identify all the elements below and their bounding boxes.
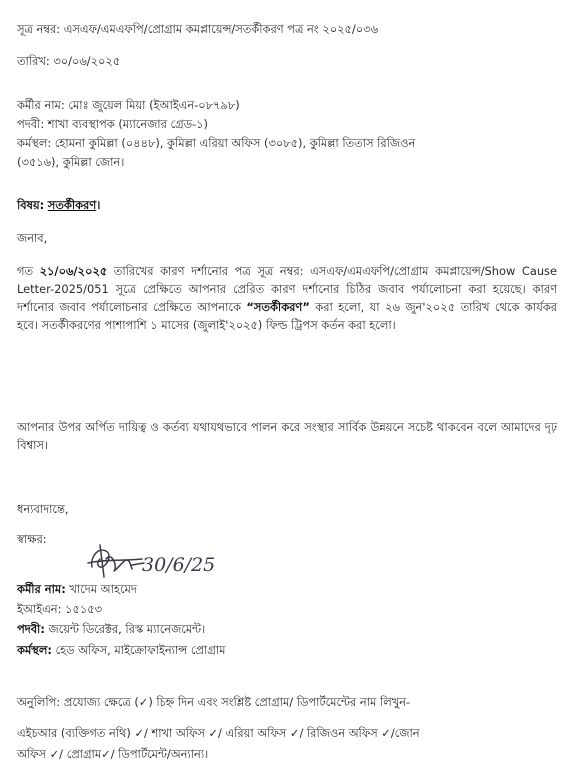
closing-thanks: ধন্যবাদান্তে,	[17, 502, 69, 516]
salutation: জনাব,	[17, 231, 48, 245]
subject-end: ।	[96, 198, 101, 212]
signature-label: স্বাক্ষর:	[17, 532, 47, 546]
signatory-designation	[17, 620, 205, 638]
warning-term: “সতর্কীকরণ”	[246, 300, 310, 314]
signatory-designation-value: জয়েন্ট ডিরেক্টর, রিস্ক ম্যানেজমেন্ট।	[44, 622, 206, 636]
copy-instruction: অনুলিপি: প্রযোজ্য ক্ষেত্রে (✓) চিহ্ন দিন এবং সংশ্লিষ্ট প্রোগ্রাম/ ডিপার্টমেন্টের নাম লিখুন-	[17, 695, 411, 709]
signatory-workplace-label: কর্মস্থল:	[17, 643, 52, 657]
subject-line	[17, 196, 100, 214]
show-cause-date: ২১/০৬/২০২৫	[39, 264, 108, 278]
signatory-name-label: কর্মীর নাম:	[17, 582, 66, 596]
signatory-workplace-value: হেড অফিস, মাইক্রোফাইন্যান্স প্রোগ্রাম	[51, 643, 226, 657]
copy-recipients-cont: অফিস ✓/ প্রোগ্রাম✓/ ডিপার্টমেন্ট/অন্যান্য।	[17, 747, 209, 761]
recipient-workplace-cont: (৩৫১৬), কুমিল্লা জোন।	[17, 155, 125, 169]
recipient-name: কর্মীর নাম: মোঃ জুয়েল মিয়া (ইআইএন-০৮৭৯৮)	[17, 98, 240, 112]
signatory-workplace	[17, 641, 225, 659]
letter-date: তারিখ: ৩০/০৬/২০২৫	[17, 54, 121, 68]
copy-recipients: এইচআর (ব্যক্তিগত নথি) ✓/ শাখা অফিস ✓/ এরিয়া অফিস ✓/ রিজিওন অফিস ✓/জোন	[17, 726, 420, 740]
signatory-name-value: খাদেম আহমেদ	[65, 582, 137, 596]
signatory-name	[17, 580, 137, 598]
handwritten-signature	[86, 537, 216, 585]
reference-number: সূত্র নম্বর: এসএফ/এমএফপি/প্রোগ্রাম কমপ্লায়েন্স/সতর্কীকরণ পত্র নং ২০২৫/০৩৬	[17, 22, 378, 36]
subject-label: বিষয়:	[17, 198, 45, 212]
recipient-designation: পদবী: শাখা ব্যবস্থাপক (ম্যানেজার গ্রেড-১)	[17, 117, 208, 131]
subject-text: সতর্কীকরণ	[47, 198, 97, 212]
body-text: করা হলো, যা ২৬ জুন'২০২৫ তারিখ থেকে কার্যকর হবে। সতর্কীকরণের পাশাপাশি ১ মাসের (জুলাই'২০২৫) ফিল্ড ট্রিপস কর্তন করা হলো।	[17, 300, 557, 332]
svg-text:30/6/25: 30/6/25	[142, 554, 216, 576]
body-paragraph-2: আপনার উপর অর্পিত দায়িত্ব ও কর্তব্য যথাযথভাবে পালন করে সংস্থার সার্বিক উন্নয়নে সচেষ্ট থাকবেন বলে আমাদের দৃঢ় বিশ্বাস।	[17, 420, 557, 452]
signatory-designation-label: পদবী:	[17, 622, 45, 636]
signatory-ein: ইআইএন: ১৫১৫৩	[17, 602, 103, 616]
body-text: তারিখের কারণ দর্শানোর পত্র সূত্র নম্বর: এসএফ/এমএফপি/প্রোগ্রাম কমপ্লায়েন্স/Show Cause Letter-2025/051 সূত্রে প্রেক্ষিতে আপনার প্রেরিত কারণ দর্শানোর চিঠির জবাব পর্যালোচনা করা হয়েছে। কারণ দর্শানোর জবাব পর্যালোচনার প্রেক্ষিতে আপনাকে	[17, 264, 557, 314]
recipient-workplace: কর্মস্থল: হোমনা কুমিল্লা (০৪৪৮), কুমিল্লা এরিয়া অফিস (৩০৮৫), কুমিল্লা তিতাস রিজিওন	[17, 136, 416, 150]
body-text: গত	[17, 264, 40, 278]
body-paragraph-1	[17, 262, 557, 334]
